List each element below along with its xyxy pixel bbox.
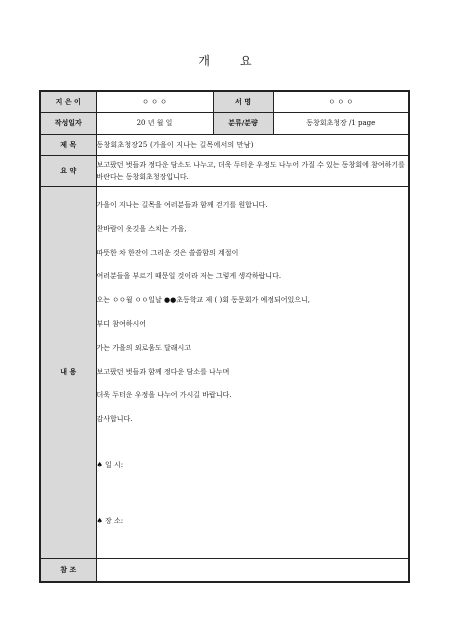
category-value: 동창회초청장 /1 page <box>273 112 409 134</box>
signature-value: ㅇ ㅇ ㅇ <box>273 91 409 112</box>
document-title <box>0 52 450 69</box>
summary-label: 요 약 <box>40 155 96 186</box>
content-label: 내 용 <box>40 186 96 558</box>
content-line: 찬바람이 옷깃을 스치는 가을, <box>96 224 187 233</box>
content-line: 따뜻한 차 한잔이 그리운 것은 쓸쓸함의 계절이 <box>96 248 239 257</box>
content-line: 오는 ㅇㅇ월 ㅇㅇ일날 ●●초등학교 제 ( )회 동문회가 예정되어있으니, <box>96 296 311 305</box>
content-line: 더욱 두터운 우정을 나누어 가시길 바랍니다. <box>96 391 232 400</box>
category-label: 분류/분량 <box>213 112 273 134</box>
reference-value <box>96 558 409 582</box>
content-line: 여러분들을 부르기 때문일 것이라 저는 그렇게 생각하랍니다. <box>96 272 282 281</box>
signature-label: 서 명 <box>213 91 273 112</box>
date-label: 작성일자 <box>40 112 96 134</box>
content-line: 부디 참여하시어 <box>96 320 147 328</box>
author-value: ㅇ ㅇ ㅇ <box>96 91 213 112</box>
content-line: 보고팠던 벗들과 함께 정다운 담소를 나누며 <box>96 367 230 376</box>
author-label: 지 은 이 <box>40 91 96 112</box>
event-date-item: ♠ 일 시: <box>96 460 124 469</box>
date-value: 20 년 월 일 <box>96 112 213 134</box>
content-line: 감사합니다. <box>96 415 133 424</box>
content-line: 가을이 지나는 길목을 여러분들과 함께 걷기를 원합니다. <box>96 201 268 210</box>
summary-value: 보고팠던 벗들과 정다운 담소도 나누고, 더욱 두터운 우정도 나누어 가질 수 있는 동창회에 참여하기를 바란다는 동창회초청장입니다. <box>96 155 409 186</box>
content-line: 가는 가을의 외로움도 달래시고 <box>96 343 192 352</box>
reference-label: 참 조 <box>40 558 96 582</box>
title-char-2: 요 <box>240 54 252 68</box>
overview-form <box>39 90 410 583</box>
subject-value: 동창회초청장25 (가을이 지나는 길목에서의 만남) <box>96 134 409 155</box>
content-body <box>96 186 409 558</box>
title-char-1: 개 <box>198 54 210 68</box>
subject-label: 제 목 <box>40 134 96 155</box>
event-place-item: ♠ 장 소: <box>96 516 124 525</box>
